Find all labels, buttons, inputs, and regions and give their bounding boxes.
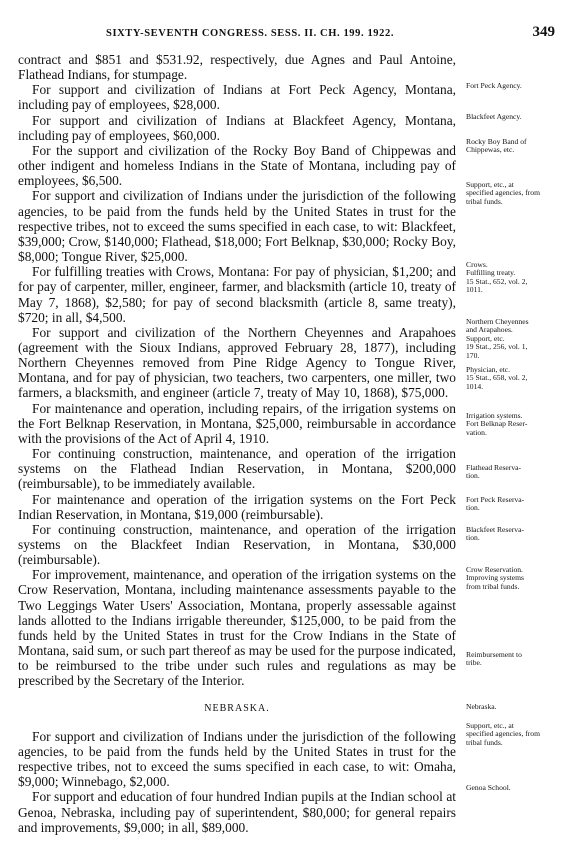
margin-note-line: tribal funds. bbox=[466, 196, 503, 206]
margin-note bbox=[466, 464, 558, 481]
margin-note-line: 1014. bbox=[466, 381, 484, 391]
margin-note-line: specified agencies, from bbox=[466, 188, 541, 198]
margin-note bbox=[466, 526, 558, 543]
paragraph: For support and civilization of Indians under the jurisdiction of the following agencies, to be paid from the funds held by the United States in trust for the respective tribes, not to exceed the sums specified in each case, to wit: Omaha, $9,000; Winnebago, $2,000. bbox=[18, 728, 456, 790]
margin-note-line: Genoa School. bbox=[466, 783, 511, 792]
margin-note-line: Support, etc., at bbox=[466, 180, 514, 189]
margin-note bbox=[466, 181, 558, 206]
margin-note bbox=[466, 566, 558, 591]
margin-note bbox=[466, 703, 558, 711]
margin-note bbox=[466, 722, 558, 747]
margin-note-line: Support, etc., at bbox=[466, 721, 514, 730]
margin-note-line: Crows. bbox=[466, 260, 488, 269]
margin-note-line: Physician, etc. bbox=[466, 365, 511, 374]
margin-note-line: Irrigation systems. bbox=[466, 411, 523, 420]
margin-note bbox=[466, 261, 558, 295]
margin-note-line: 15 Stat., 658, vol. 2, bbox=[466, 373, 528, 383]
margin-note-line: and Arapahoes. bbox=[466, 325, 513, 335]
margin-note-line: 15 Stat., 652, vol. 2, bbox=[466, 276, 528, 286]
margin-note-line: Reimbursement to bbox=[466, 650, 522, 659]
margin-note-line: Rocky Boy Band of bbox=[466, 137, 527, 146]
margin-note-line: specified agencies, from bbox=[466, 729, 541, 739]
paragraph: For continuing construction, maintenance, and operation of the irrigation systems on the Blackfeet Indian Reservation, in Montana, $30,000 (reimbursable). bbox=[18, 521, 456, 568]
margin-note-line: 170. bbox=[466, 350, 480, 360]
margin-notes bbox=[466, 0, 558, 842]
page-number: 349 bbox=[532, 24, 555, 40]
margin-note bbox=[466, 138, 558, 155]
paragraph: For maintenance and operation of the irrigation systems on the Fort Peck Indian Reservation, in Montana, $19,000 (reimbursable). bbox=[18, 491, 456, 522]
margin-note-line: Chippewas, etc. bbox=[466, 145, 515, 155]
paragraph: For fulfilling treaties with Crows, Montana: For pay of physician, $1,200; and for pay of carpenter, miller, engineer, farmer, and blacksmith (article 10, treaty of May 7, 1868), $2,580; for pay of second blacksmith (article 8, same treaty), $720; in all, $4,500. bbox=[18, 264, 456, 325]
margin-note bbox=[466, 496, 558, 513]
section-heading: NEBRASKA. bbox=[204, 702, 270, 714]
margin-note-line: 1011. bbox=[466, 285, 483, 295]
margin-note-line: vation. bbox=[466, 427, 487, 437]
margin-note-line: Northern Cheyennes bbox=[466, 317, 529, 326]
running-head: SIXTY-SEVENTH CONGRESS. SESS. II. CH. 199. 1922. bbox=[106, 28, 395, 39]
margin-note bbox=[466, 113, 558, 121]
main-text bbox=[18, 52, 456, 835]
margin-note-line: Fulfilling treaty. bbox=[466, 268, 516, 278]
margin-note-line: Fort Peck Agency. bbox=[466, 81, 522, 90]
margin-note-line: Fort Belknap Reser- bbox=[466, 419, 528, 429]
paragraph: For the support and civilization of the Rocky Boy Band of Chippewas and other indigent and homeless Indians in the State of Montana, including pay of employees, $6,500. bbox=[18, 142, 456, 189]
margin-note-line: from tribal funds. bbox=[466, 581, 520, 591]
margin-note-line: tribal funds. bbox=[466, 737, 503, 747]
paragraph: For improvement, maintenance, and operation of the irrigation systems on the Crow Reservation, Montana, including maintenance assessments payable to the Two Leggings Water Users' Association, Montana, properly assessable against lands allotted to the Indians irrigable thereunder, $125,000, to be paid from the funds held by the United States in trust for the Crow Indians in the State of Montana, said sum, or such part thereof as may be used for the purpose indicated, to be reimbursed to the tribe under such rules and regulations as may be prescribed by the Secretary of the Interior. bbox=[18, 567, 456, 689]
margin-note-line: Fort Peck Reserva- bbox=[466, 495, 525, 504]
margin-note-line: Crow Reservation. bbox=[466, 565, 523, 574]
margin-note-line: Blackfeet Reserva- bbox=[466, 525, 524, 534]
margin-note-line: Support, etc. bbox=[466, 333, 505, 343]
margin-note-line: tribe. bbox=[466, 658, 482, 668]
paragraph: For support and civilization of Indians under the jurisdiction of the following agencies, to be paid from the funds held by the United States in trust for the respective tribes, not to exceed the sums specified in each case, to wit: Blackfeet, $39,000; Crow, $140,000; Flathead, $18,000; Fort Belknap, $30,000; Rocky Boy, $8,000; Tongue River, $25,000. bbox=[18, 188, 456, 265]
paragraph: For support and civilization of Indians at Fort Peck Agency, Montana, including pay of employees, $28,000. bbox=[18, 82, 456, 113]
margin-note bbox=[466, 318, 558, 360]
margin-note-line: tion. bbox=[466, 533, 480, 543]
paragraph: For support and education of four hundred Indian pupils at the Indian school at Genoa, Nebraska, including pay of superintendent, $80,000; for general repairs and improvements, $9,000; in all, $89,000. bbox=[18, 789, 456, 835]
margin-note bbox=[466, 784, 558, 792]
margin-note bbox=[466, 366, 558, 391]
margin-note-line: Flathead Reserva- bbox=[466, 463, 522, 472]
margin-note-line: Blackfeet Agency. bbox=[466, 112, 522, 121]
margin-note-line: Improving systems bbox=[466, 573, 525, 583]
margin-note-line: Nebraska. bbox=[466, 702, 497, 711]
paragraph: For support and civilization of the Northern Cheyennes and Arapahoes (agreement with the Sioux Indians, approved February 28, 1877), including Northern Cheyennes removed from Pine Ridge Agency to Tongue River, Montana, and for pay of physician, two teachers, two carpenters, one miller, two farmers, a blacksmith, and engineer (article 7, treaty of May 10, 1868), $75,000. bbox=[18, 324, 456, 401]
margin-note bbox=[466, 82, 558, 90]
margin-note-line: 19 Stat., 256, vol. 1, bbox=[466, 342, 528, 352]
paragraph: For support and civilization of Indians at Blackfeet Agency, Montana, including pay of employees, $60,000. bbox=[18, 112, 456, 143]
margin-note bbox=[466, 651, 558, 668]
margin-note-line: tion. bbox=[466, 503, 480, 513]
paragraph: For continuing construction, maintenance, and operation of the irrigation systems on the Flathead Indian Reservation, in Montana, $200,000 (reimbursable), to be immediately available. bbox=[18, 446, 456, 492]
paragraph: For maintenance and operation, including repairs, of the irrigation systems on the Fort Belknap Reservation, in Montana, $25,000, reimbursable in accordance with the provisions of the Act of April 4, 1910. bbox=[18, 400, 456, 446]
margin-note bbox=[466, 412, 558, 437]
margin-note-line: tion. bbox=[466, 471, 480, 481]
paragraph: contract and $851 and $531.92, respectively, due Agnes and Paul Antoine, Flathead Indians, for stumpage. bbox=[18, 52, 456, 83]
